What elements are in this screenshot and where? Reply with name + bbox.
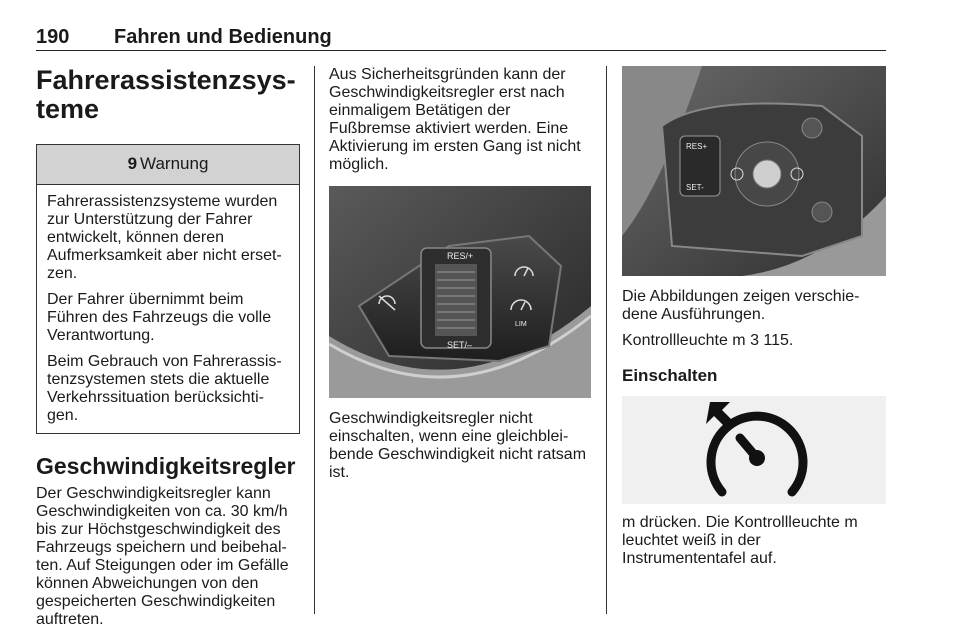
image-caption: Die Abbildungen zeigen verschie-dene Ausführungen. bbox=[622, 288, 860, 323]
image-caption: Geschwindigkeitsregler nicht einschalten, wenn eine gleichblei-bende Geschwindigkeit nicht ratsam ist. bbox=[329, 410, 587, 481]
steering-wheel-variant-image bbox=[622, 66, 886, 276]
instruction-paragraph: m drücken. Die Kontrollleuchte m leuchtet weiß in der Instrumententafel auf. bbox=[622, 514, 858, 567]
cruise-control-icon bbox=[812, 202, 832, 222]
column-divider bbox=[606, 66, 607, 614]
subheading-switch-on: Einschalten bbox=[622, 366, 718, 385]
column-divider bbox=[314, 66, 315, 614]
running-title: Fahren und Bedienung bbox=[114, 26, 332, 48]
section-title-text: Fahrerassistenzsys-teme bbox=[36, 65, 296, 124]
warning-paragraph: Beim Gebrauch von Fahrerassis-tenzsystemen stets die aktuelle Verkehrssituation berücksichti-gen. bbox=[47, 353, 282, 424]
page-header bbox=[36, 24, 886, 51]
subheading-cruise-control: Geschwindigkeitsregler bbox=[36, 453, 296, 479]
warning-box bbox=[36, 144, 300, 434]
page-number: 190 bbox=[36, 26, 70, 48]
body-paragraph: Der Geschwindigkeitsregler kann Geschwindigkeiten von ca. 30 km/h bis zur Höchstgeschwindigkeit des Fahrzeugs speichern und beibehal-ten. Auf Steigungen oder im Gefälle können Abweichungen von den gespeicherten Geschwindigkeiten auftreten. bbox=[36, 485, 289, 628]
cruise-control-icon bbox=[622, 396, 886, 504]
res-label: RES/+ bbox=[447, 251, 474, 261]
indicator-reference: Kontrollleuchte m 3 115. bbox=[622, 332, 794, 349]
column-1 bbox=[36, 66, 300, 637]
phone-icon bbox=[802, 118, 822, 138]
set-label: SET- bbox=[686, 183, 704, 192]
warning-paragraph: Der Fahrer übernimmt beim Führen des Fahrzeugs die volle Verantwortung. bbox=[47, 291, 272, 344]
warning-icon: 9 bbox=[127, 154, 138, 173]
column-3 bbox=[622, 66, 886, 576]
warning-label: Warnung bbox=[140, 154, 209, 173]
steering-wheel-controls-image bbox=[329, 186, 591, 398]
warning-paragraph: Fahrerassistenzsysteme wurden zur Unterstützung der Fahrer entwickelt, können deren Aufmerksamkeit aber nicht erset-zen. bbox=[47, 193, 282, 282]
intro-paragraph: Aus Sicherheitsgründen kann der Geschwindigkeitsregler erst nach einmaligem Betätigen der Fußbremse aktiviert werden. Eine Aktivierung im ersten Gang ist nicht möglich. bbox=[329, 66, 581, 173]
res-label: RES+ bbox=[686, 142, 708, 151]
warning-header bbox=[37, 145, 299, 185]
lim-label: LIM bbox=[515, 321, 527, 328]
set-label: SET/– bbox=[447, 340, 473, 350]
section-title bbox=[36, 66, 300, 124]
column-2 bbox=[329, 66, 591, 490]
warning-body bbox=[37, 185, 299, 433]
